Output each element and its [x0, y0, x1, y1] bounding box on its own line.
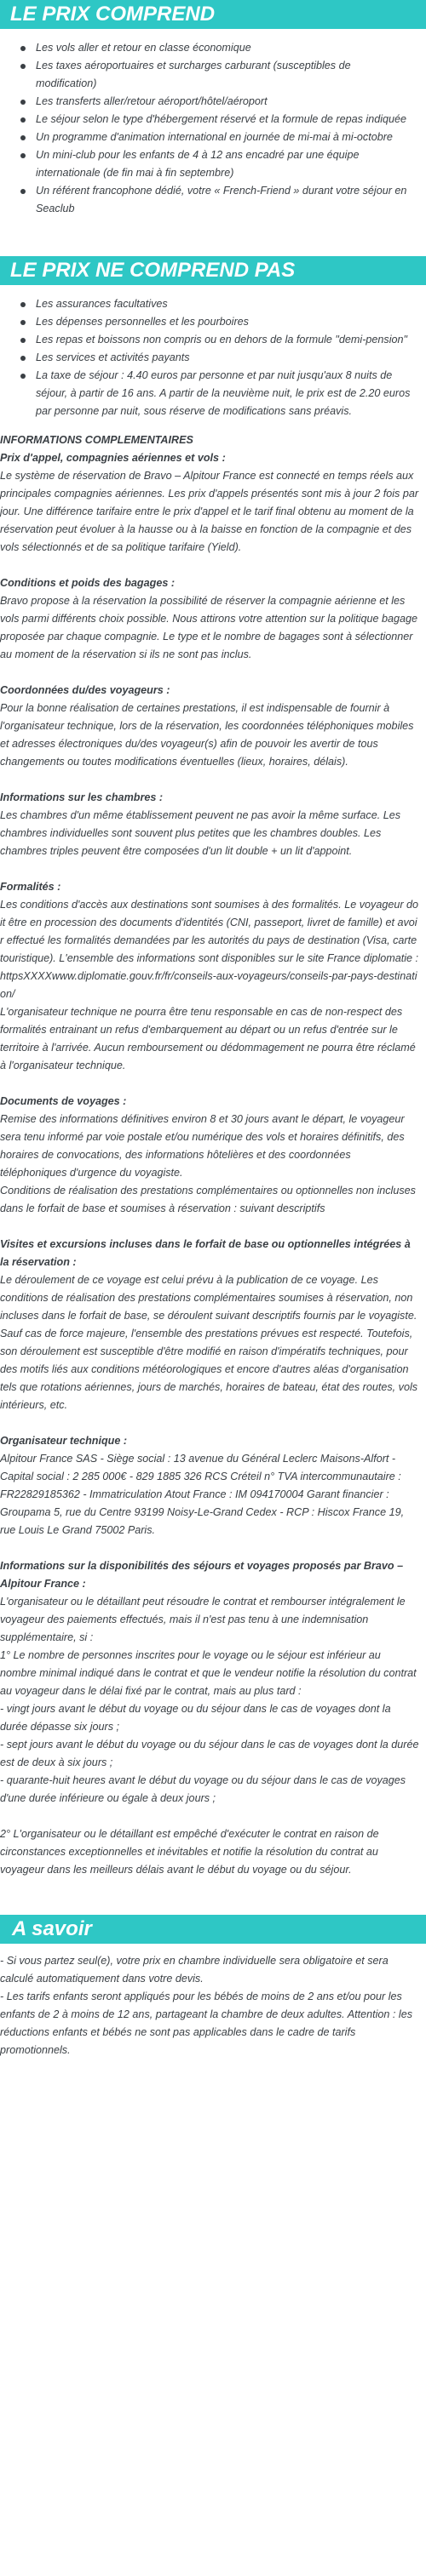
section-title-prix-ne-comprend-pas: LE PRIX NE COMPREND PAS	[0, 256, 426, 285]
info-block-text: Remise des informations définitives environ 8 et 30 jours avant le départ, le voyageur sera tenu informé par voie postale et/ou numérique des vols et horaires définitifs, des horaires de convocations, des informations hôtelières et des coordonnées téléphoniques d'urgence du voyagiste.	[0, 1113, 405, 1179]
info-block-text: 1° Le nombre de personnes inscrites pour le voyage ou le séjour est inférieur au nombre minimal indiqué dans le contrat et que le vendeur notifie la résolution du contrat au voyageur dans le délai fixé par le contrat, mais au plus tard :	[0, 1649, 417, 1697]
prix-comprend-list	[0, 39, 426, 218]
info-block-text: Pour la bonne réalisation de certaines prestations, il est indispensable de fournir à l'organisateur technique, lors de la réservation, les coordonnées téléphoniques mobiles et adresses électroniques du/des voyageur(s) afin de pouvoir les avertir de tous changements ou toutes modifications éventuelles (lieux, horaires, délais).	[0, 702, 414, 768]
info-block-text: L'organisateur ou le détaillant peut résoudre le contrat et rembourser intégralement le voyageur des paiements effectués, mais il n'est pas tenu à une indemnisation supplémentaire, si :	[0, 1596, 406, 1643]
info-block-title: Prix d'appel, compagnies aériennes et vols :	[0, 452, 226, 464]
info-main-title: INFORMATIONS COMPLEMENTAIRES	[0, 434, 193, 446]
info-block-title: Informations sur les chambres :	[0, 791, 164, 803]
info-block-title: Documents de voyages :	[0, 1095, 127, 1107]
list-item: La taxe de séjour : 4.40 euros par personne et par nuit jusqu'aux 8 nuits de séjour, à partir de 16 ans. A partir de la neuvième nuit, le prix est de 2.20 euros par personne par nuit, sous réserve de modifications sans préavis.	[32, 367, 411, 420]
list-item: Les taxes aéroportuaires et surcharges carburant (susceptibles de modification)	[32, 57, 411, 93]
list-item: Un programme d'animation international en journée de mi-mai à mi-octobre	[32, 129, 411, 146]
list-item: Un mini-club pour les enfants de 4 à 12 ans encadré par une équipe internationale (de fin mai à fin septembre)	[32, 146, 411, 182]
info-block-text: Les conditions d'accès aux destinations sont soumises à des formalités. Le voyageur doit être en procession des documents d'identités (CNI, passeport, livret de famille) et avoir effectué les formalités demandées par les autorités du pays de destination (Visa, carte touristique). L'ensemble des informations sont disponibles sur le site France diplomatie : httpsXXXXwww.diplomatie.gouv.fr/fr/conseils-aux-voyageurs/conseils-par-pays-destination/	[0, 899, 419, 1000]
section-a-savoir	[0, 1915, 426, 2059]
info-block-title: Visites et excursions incluses dans le forfait de base ou optionnelles intégrées à la réservation :	[0, 1238, 411, 1268]
info-block-text: - quarante-huit heures avant le début du voyage ou du séjour dans le cas de voyages d'une durée inférieure ou égale à deux jours ;	[0, 1774, 406, 1804]
section-prix-comprend	[0, 0, 426, 218]
info-block-text: Le système de réservation de Bravo – Alpitour France est connecté en temps réels aux principales compagnies aériennes. Les prix d'appels présentés sont mis à jour 2 fois par jour. Une différence tarifaire entre le prix d'appel et le tarif final obtenu au moment de la réservation peut évoluer à la hausse ou à la baisse en fonction de la compagnie et des vols sélectionnés et de sa politique tarifaire (Yield).	[0, 470, 419, 553]
info-block-title: Informations sur la disponibilités des séjours et voyages proposés par Bravo – Alpitour France :	[0, 1560, 404, 1590]
informations-complementaires	[0, 431, 426, 1879]
list-item: Les vols aller et retour en classe économique	[32, 39, 411, 57]
list-item: Les services et activités payants	[32, 349, 411, 367]
list-item: Le séjour selon le type d'hébergement réservé et la formule de repas indiquée	[32, 111, 411, 129]
list-item: Les repas et boissons non compris ou en dehors de la formule "demi-pension"	[32, 331, 411, 349]
info-block-title: Organisateur technique :	[0, 1435, 128, 1447]
info-block-title: Formalités :	[0, 881, 61, 893]
a-savoir-line: - Si vous partez seul(e), votre prix en chambre individuelle sera obligatoire et sera calculé automatiquement dans votre devis.	[0, 1955, 389, 1985]
list-item: Les transferts aller/retour aéroport/hôtel/aéroport	[32, 93, 411, 111]
section-title-a-savoir: A savoir	[0, 1915, 426, 1944]
section-prix-ne-comprend-pas	[0, 256, 426, 420]
list-item: Les dépenses personnelles et les pourboires	[32, 313, 411, 331]
a-savoir-text	[0, 1952, 426, 2059]
info-block-text: - vingt jours avant le début du voyage ou du séjour dans le cas de voyages dont la durée dépasse six jours ;	[0, 1703, 391, 1733]
info-block-text: L'organisateur technique ne pourra être tenu responsable en cas de non-respect des formalités entrainant un refus d'embarquement au départ ou un refus d'entrée sur le territoire à l'arrivée. Aucun remboursement ou dédommagement ne pourra être réclamé à l'organisateur technique.	[0, 1006, 416, 1071]
info-block-title: Coordonnées du/des voyageurs :	[0, 684, 170, 696]
a-savoir-line: - Les tarifs enfants seront appliqués pour les bébés de moins de 2 ans et/ou pour les enfants de 2 à moins de 12 ans, partageant la chambre de deux adultes. Attention : les réductions enfants et bébés ne sont pas applicables dans le cadre de tarifs promotionnels.	[0, 1991, 413, 2056]
info-block-title: Conditions et poids des bagages :	[0, 577, 176, 589]
info-block-text: Alpitour France SAS - Siège social : 13 avenue du Général Leclerc Maisons-Alfort - Capital social : 2 285 000€ - 829 1885 326 RCS Créteil n° TVA intercommunautaire : FR22829185362 - Immatriculation Atout France : IM 094170004 Garant financier : Groupama 5, rue du Centre 93199 Noisy-Le-Grand Cedex - RCP : Hiscox France 19, rue Louis Le Grand 75002 Paris.	[0, 1453, 405, 1536]
list-item: Un référent francophone dédié, votre « French-Friend » durant votre séjour en Seaclub	[32, 182, 411, 218]
info-block-text: Bravo propose à la réservation la possibilité de réserver la compagnie aérienne et les vols parmi différents choix possible. Nous attirons votre attention sur la politique bagage proposée par chaque compagnie. Le type et le nombre de bagages sont à sélectionner au moment de la réservation si ils ne sont pas inclus.	[0, 595, 418, 660]
prix-ne-comprend-pas-list	[0, 295, 426, 420]
info-block-text: 2° L'organisateur ou le détaillant est empêché d'exécuter le contrat en raison de circonstances exceptionnelles et inévitables et notifie la résolution du contrat au voyageur dans les meilleurs délais avant le début du voyage ou du séjour.	[0, 1828, 379, 1876]
section-title-prix-comprend: LE PRIX COMPREND	[0, 0, 426, 29]
list-item: Les assurances facultatives	[32, 295, 411, 313]
info-block-text: Conditions de réalisation des prestations complémentaires ou optionnelles non incluses dans le forfait de base et soumises à réservation : suivant descriptifs	[0, 1185, 416, 1214]
info-block-text: Le déroulement de ce voyage est celui prévu à la publication de ce voyage. Les conditions de réalisation des prestations complémentaires soumises à réservation, non incluses dans le forfait de base, se déroulent suivant descriptifs fournis par le voyagiste. Sauf cas de force majeure, l'ensemble des prestations prévues est respecté. Toutefois, son déroulement est susceptible d'être modifié en raison d'impératifs techniques, pour des motifs liés aux conditions météorologiques et encore d'autres aléas d'organisation tels que rotations aériennes, jours de marchés, horaires de bateau, état des routes, vols intérieurs, etc.	[0, 1274, 418, 1411]
info-block-text: - sept jours avant le début du voyage ou du séjour dans le cas de voyages dont la durée est de deux à six jours ;	[0, 1739, 419, 1768]
info-block-text: Les chambres d'un même établissement peuvent ne pas avoir la même surface. Les chambres individuelles sont souvent plus petites que les chambres doubles. Les chambres triples peuvent être composées d'un lit double + un lit d'appoint.	[0, 809, 401, 857]
